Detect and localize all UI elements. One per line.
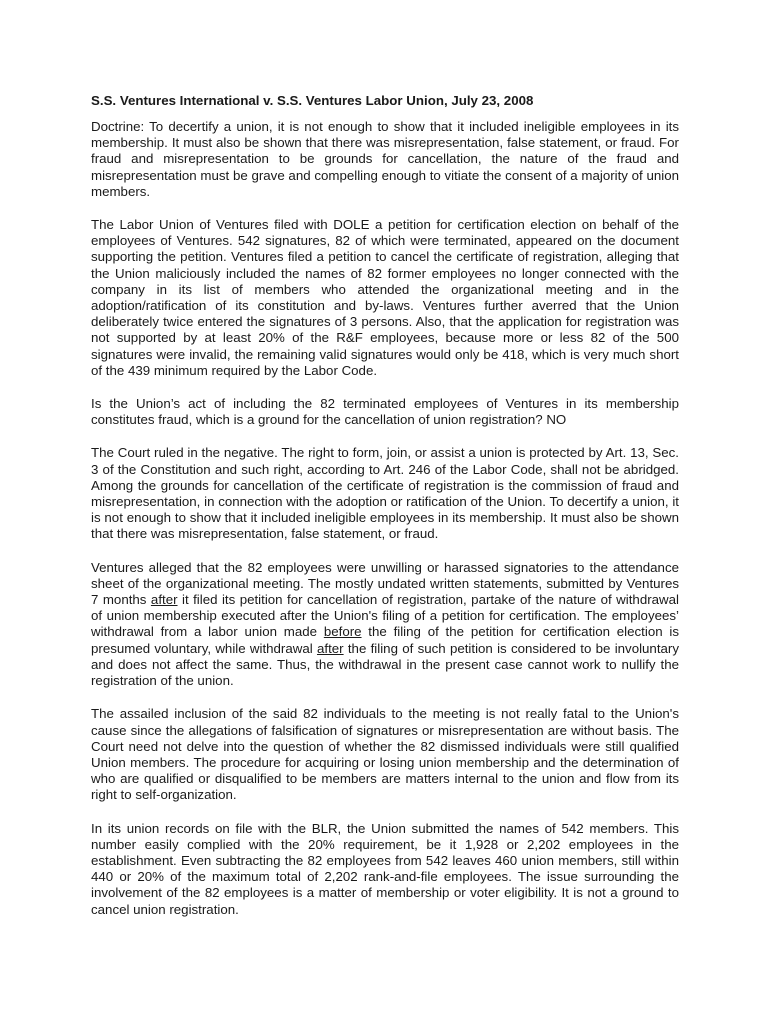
ruling-paragraph: The Court ruled in the negative. The right to form, join, or assist a union is protected by Art. 13, Sec. 3 of the Constitution and such right, according to Art. 246 of the Labor Code, shall not be abridged. Among the grounds for cancellation of the certificate of registration is the commission of fraud and misrepresentation, in connection with the adoption or ratification of the Union. To decertify a union, it is not enough to show that it included ineligible employees in its membership. It must also be shown that there was misrepresentation, false statement, or fraud. [91,445,679,542]
underlined-before: before [323,624,362,640]
facts-paragraph: The Labor Union of Ventures filed with DOLE a petition for certification election on behalf of the employees of Ventures. 542 signatures, 82 of which were terminated, appeared on the document supporting the petition. Ventures filed a petition to cancel the certificate of registration, alleging that the Union maliciously included the names of 82 former employees no longer connected with the company in its list of members who attended the organizational meeting and in the adoption/ratification of its constitution and by-laws. Ventures further averred that the Union deliberately twice entered the signatures of 3 persons. Also, that the application for registration was not supported by at least 20% of the R&F employees, because more or less 82 of the 500 signatures were invalid, the remaining valid signatures would only be 418, which is very much short of the 439 minimum required by the Labor Code. [91,217,679,378]
withdrawal-text-1: Ventures alleged that the 82 employees were unwilling or harassed signatories to the attendance sheet of the organizational meeting. The mostly undated written statements, submitted by Ventures 7 months [91,559,679,608]
withdrawal-text-2: it filed its petition for cancellation of registration, partake of the nature of withdrawal of union membership executed after the Union's filing of a petition for certification. The employees’ withdrawal from a labor union made [91,592,679,640]
issue-paragraph: Is the Union’s act of including the 82 terminated employees of Ventures in its membership constitutes fraud, which is a ground for the cancellation of union registration? NO [91,396,679,428]
withdrawal-text-3: the filing of the petition for certification election is presumed voluntary, while withdrawal [91,624,679,656]
inclusion-paragraph: The assailed inclusion of the said 82 individuals to the meeting is not really fatal to the Union's cause since the allegations of falsification of signatures or misrepresentation are without basis. The Court need not delve into the question of whether the 82 dismissed individuals were still qualified Union members. The procedure for acquiring or losing union membership and the determination of who are qualified or disqualified to be members are matters internal to the union and flow from its right to self-organization. [91,706,679,803]
withdrawal-paragraph [91,560,679,690]
withdrawal-text-4: the filing of such petition is considered to be involuntary and does not affect the same. Thus, the withdrawal in the present case cannot work to nullify the registration of the union. [91,640,679,689]
underlined-after-2: after [316,640,344,656]
doctrine-paragraph: Doctrine: To decertify a union, it is not enough to show that it included ineligible employees in its membership. It must also be shown that there was misrepresentation, false statement, or fraud. For fraud and misrepresentation to be grounds for cancellation, the nature of the fraud and misrepresentation must be grave and compelling enough to vitiate the consent of a majority of union members. [91,119,679,199]
document-page [91,93,679,935]
records-paragraph: In its union records on file with the BLR, the Union submitted the names of 542 members. This number easily complied with the 20% requirement, be it 1,928 or 2,202 employees in the establishment. Even subtracting the 82 employees from 542 leaves 460 union members, still within 440 or 20% of the maximum total of 2,202 rank-and-file employees. The issue surrounding the involvement of the 82 employees is a matter of membership or voter eligibility. It is not a ground to cancel union registration. [91,820,679,917]
case-title: S.S. Ventures International v. S.S. Ventures Labor Union, July 23, 2008 [91,93,534,108]
underlined-after-1: after [150,592,178,608]
